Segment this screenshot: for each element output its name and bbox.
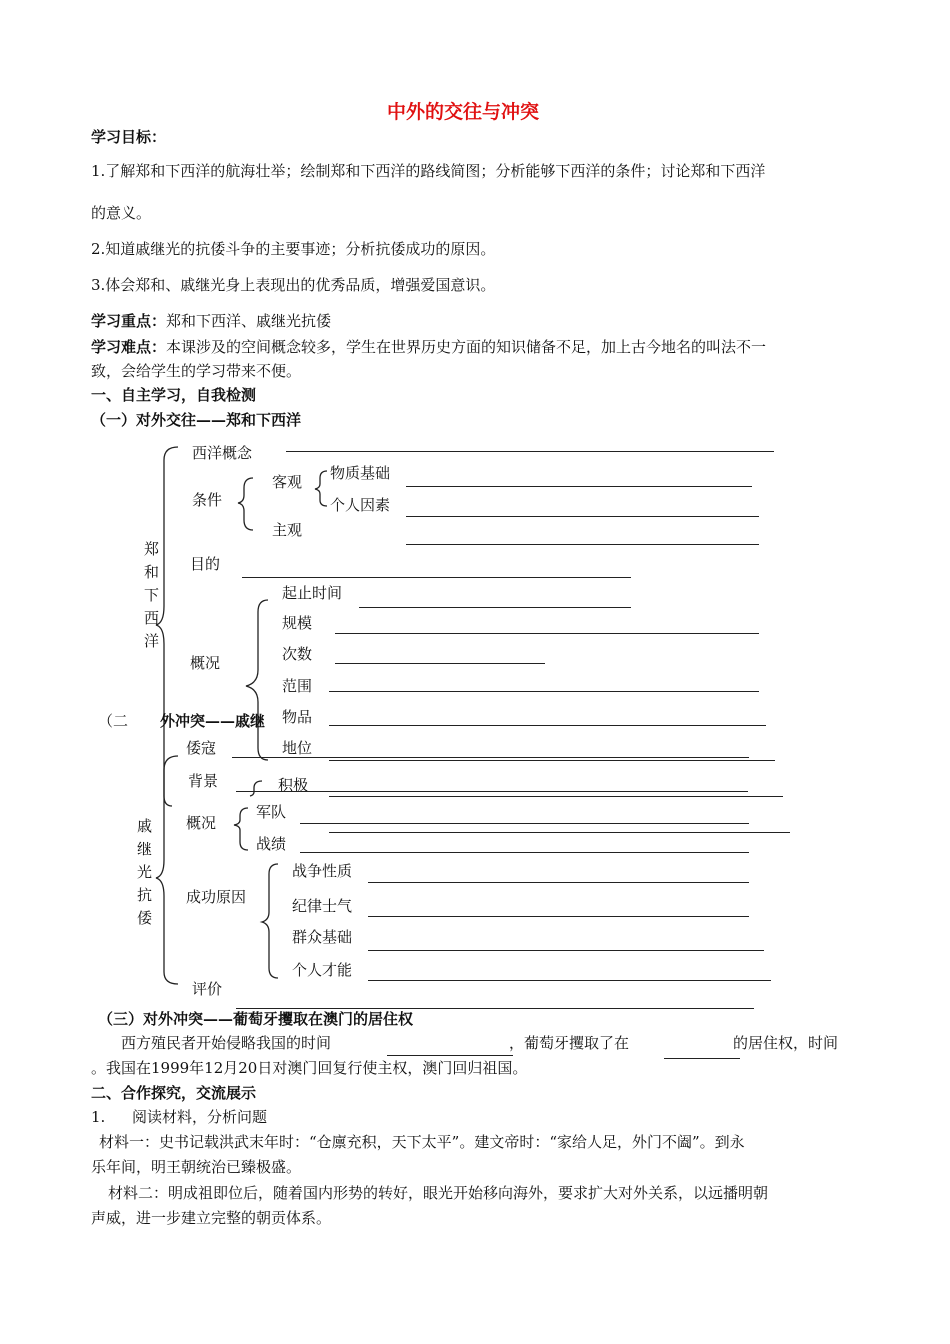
objective-brace <box>315 471 327 506</box>
overview-brace <box>246 600 268 760</box>
section3-p1a: 西方殖民者开始侵略我国的时间 <box>121 1034 332 1052</box>
blank-qizhi[interactable] <box>359 607 631 608</box>
success-brace <box>262 864 278 978</box>
label-gaikuang: 概况 <box>190 654 221 672</box>
blank-invasion-time[interactable] <box>387 1055 513 1056</box>
blank-zhanji[interactable] <box>300 852 749 853</box>
background-brace <box>250 781 262 796</box>
blank-mudi[interactable] <box>242 577 631 578</box>
material1-a: 材料一：史书记载洪武末年时：“仓廪充积，天下太平”。建文帝时：“家给人足，外门不阖”。到永 <box>99 1133 745 1151</box>
label-zhanzheng: 战争性质 <box>292 862 353 880</box>
label-qizhi: 起止时间 <box>282 584 343 602</box>
section3-p1b: ，葡萄牙攫取了在 <box>509 1034 630 1052</box>
label-xiyang: 西洋概念 <box>192 444 253 462</box>
goal-item-1a: 1.了解郑和下西洋的航海壮举；绘制郑和下西洋的路线简图；分析能够下西洋的条件；讨论郑和下西洋 <box>91 162 766 180</box>
blank-extra[interactable] <box>329 832 790 833</box>
q1-text: 阅读材料，分析问题 <box>132 1108 268 1126</box>
label-chenggong: 成功原因 <box>186 888 247 906</box>
blank-jiji[interactable] <box>329 796 783 797</box>
material2-a: 材料二：明成祖即位后，随着国内形势的转好，眼光开始移向海外，要求扩大对外关系，以远播明朝 <box>108 1184 769 1202</box>
qijiguang-vertical-label: 戚继光抗倭 <box>137 817 153 927</box>
label-beijing: 背景 <box>188 772 219 790</box>
section2-sub-fragment: 外冲突——戚继 <box>160 712 266 730</box>
blank-wupin[interactable] <box>329 725 766 726</box>
conditions-brace <box>238 478 253 530</box>
label-gaikuang-qi: 概况 <box>186 814 217 832</box>
material1-b: 乐年间，明王朝统治已臻极盛。 <box>91 1158 302 1176</box>
goal-item-2: 2.知道戚继光的抗倭斗争的主要事迹；分析抗倭成功的原因。 <box>91 240 496 258</box>
blank-fanwei[interactable] <box>329 691 759 692</box>
zhenghe-vertical-label: 郑和下西洋 <box>144 540 160 650</box>
blank-gerencaineng[interactable] <box>368 980 771 981</box>
section1-heading: 一、自主学习，自我检测 <box>91 386 257 404</box>
label-guimo: 规模 <box>282 614 313 632</box>
blank-pingjia[interactable] <box>236 1008 754 1009</box>
blank-location[interactable] <box>664 1058 740 1059</box>
difficulty-text-b: 致，会给学生的学习带来不便。 <box>91 362 302 380</box>
label-keguan: 客观 <box>272 473 303 491</box>
section3-p1c: 的居住权，时间 <box>733 1034 839 1052</box>
label-jilv: 纪律士气 <box>292 897 353 915</box>
blank-guimo[interactable] <box>335 633 759 634</box>
blank-beijing[interactable] <box>236 791 748 792</box>
label-jundui: 军队 <box>256 803 287 821</box>
label-pingjia: 评价 <box>192 980 223 998</box>
blank-xiyang[interactable] <box>286 451 774 452</box>
material2-b: 声威，进一步建立完整的朝贡体系。 <box>91 1209 332 1227</box>
goal-item-1b: 的意义。 <box>91 204 152 222</box>
difficulty-text-a: 本课涉及的空间概念较多，学生在世界历史方面的知识储备不足，加上古今地名的叫法不一 <box>166 338 767 356</box>
difficulty-label: 学习难点： <box>91 338 167 356</box>
label-wupin: 物品 <box>282 708 313 726</box>
blank-wokou[interactable] <box>232 757 749 758</box>
blank-qunzhong[interactable] <box>368 950 764 951</box>
situation-brace <box>234 808 248 850</box>
blank-zhanzheng[interactable] <box>368 882 749 883</box>
label-mudi: 目的 <box>190 555 221 573</box>
label-jiji: 积极 <box>278 776 309 794</box>
blank-jundui[interactable] <box>300 823 749 824</box>
label-gerencaineng: 个人才能 <box>292 961 353 979</box>
label-zhuguan: 主观 <box>272 521 303 539</box>
q1-number: 1. <box>91 1108 106 1126</box>
key-text: 郑和下西洋、戚继光抗倭 <box>166 312 332 330</box>
label-fanwei: 范围 <box>282 677 313 695</box>
section2-sub-paren: （二 <box>98 712 129 730</box>
label-cishu: 次数 <box>282 645 313 663</box>
page-title: 中外的交往与冲突 <box>387 101 540 123</box>
qijiguang-brace <box>156 756 178 984</box>
section1-sub1: （一）对外交往——郑和下西洋 <box>91 411 302 429</box>
label-zhanji: 战绩 <box>256 835 287 853</box>
label-wokou: 倭寇 <box>186 739 217 757</box>
blank-cishu[interactable] <box>335 663 545 664</box>
blank-zhuguan[interactable] <box>406 544 759 545</box>
key-label: 学习重点： <box>91 312 167 330</box>
blank-diwei[interactable] <box>329 760 775 761</box>
section2-heading: 二、合作探究，交流展示 <box>91 1084 257 1102</box>
label-wuzhi: 物质基础 <box>330 464 391 482</box>
goal-item-3: 3.体会郑和、戚继光身上表现出的优秀品质，增强爱国意识。 <box>91 276 496 294</box>
blank-wuzhi[interactable] <box>406 486 752 487</box>
section3-p2: 。我国在1999年12月20日对澳门回复行使主权，澳门回归祖国。 <box>91 1059 528 1077</box>
label-qunzhong: 群众基础 <box>292 928 353 946</box>
blank-jilv[interactable] <box>368 916 749 917</box>
goals-heading: 学习目标： <box>91 128 167 146</box>
section3-heading: （三）对外冲突——葡萄牙攫取在澳门的居住权 <box>98 1010 414 1028</box>
blank-geren[interactable] <box>406 516 759 517</box>
label-geren: 个人因素 <box>330 496 391 514</box>
label-diwei: 地位 <box>282 739 313 757</box>
label-tiaojian: 条件 <box>192 491 223 509</box>
